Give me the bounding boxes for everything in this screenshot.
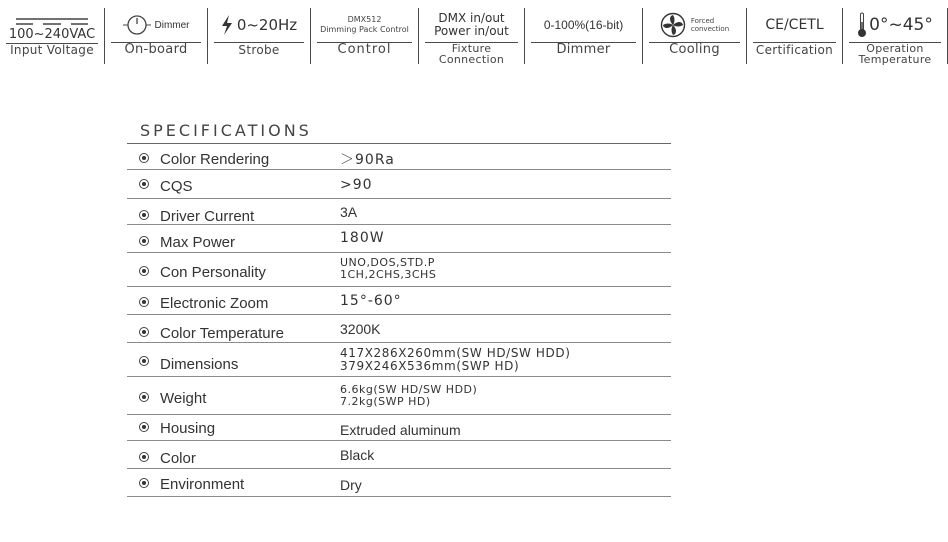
spec-row-max-power bbox=[127, 225, 671, 253]
control-dmx512: DMX512 bbox=[347, 15, 382, 24]
on-board-label: On-board bbox=[124, 42, 188, 57]
spec-label: Weight bbox=[160, 390, 207, 407]
spec-label: Environment bbox=[160, 476, 245, 493]
control-label: Control bbox=[337, 42, 392, 57]
dc-symbol-icon bbox=[13, 17, 91, 27]
spec-value-line-1: 6.6kg(SW HD/SW HDD) bbox=[340, 383, 478, 396]
spec-label: Housing bbox=[160, 420, 216, 437]
feature-icon-strip bbox=[0, 0, 948, 70]
spec-label: Max Power bbox=[160, 234, 236, 251]
spec-value: ＞90Ra bbox=[340, 152, 395, 168]
feature-fixture-connection bbox=[418, 8, 524, 64]
spec-label: Color Rendering bbox=[160, 151, 270, 168]
strobe-label: Strobe bbox=[238, 43, 280, 57]
spec-label: Electronic Zoom bbox=[160, 295, 269, 312]
input-voltage-label: Input Voltage bbox=[10, 43, 94, 57]
spec-label: CQS bbox=[160, 178, 193, 195]
fan-icon bbox=[660, 12, 686, 38]
spec-row-cqs bbox=[127, 170, 671, 199]
spec-row-weight bbox=[127, 377, 671, 415]
bullet-icon bbox=[139, 153, 149, 163]
dimmer-range: 0-100%(16-bit) bbox=[543, 18, 624, 32]
feature-control bbox=[310, 8, 418, 64]
fixture-connection-label-2: Connection bbox=[438, 53, 505, 66]
bullet-icon bbox=[139, 210, 149, 220]
certification-value: CE/CETL bbox=[765, 17, 824, 33]
bullet-icon bbox=[139, 422, 149, 432]
spec-row-color-rendering bbox=[127, 144, 671, 170]
spec-row-con-personality bbox=[127, 253, 671, 287]
bullet-icon bbox=[139, 297, 149, 307]
spec-value-line-1: 417X286X260mm(SW HD/SW HDD) bbox=[340, 346, 571, 360]
bullet-icon bbox=[139, 327, 149, 337]
feature-operation-temperature bbox=[842, 8, 948, 64]
spec-label: Color bbox=[160, 450, 196, 467]
operation-temperature-value: 0°~45° bbox=[869, 15, 933, 35]
spec-value bbox=[340, 257, 436, 281]
feature-dimmer bbox=[524, 8, 642, 64]
spec-value: 180W bbox=[340, 230, 385, 246]
bullet-icon bbox=[139, 478, 149, 488]
specifications-table bbox=[127, 143, 671, 497]
dimmer-label: Dimmer bbox=[556, 42, 611, 57]
fixture-dmx-inout: DMX in/out bbox=[438, 11, 505, 25]
feature-strobe bbox=[207, 8, 310, 64]
spec-label: Dimensions bbox=[160, 356, 239, 373]
fixture-connection-label-1: Fixture bbox=[451, 42, 492, 55]
spec-label: Driver Current bbox=[160, 208, 255, 225]
bullet-icon bbox=[139, 236, 149, 246]
spec-value-line-2: 379X246X536mm(SWP HD) bbox=[340, 359, 520, 373]
spec-value: Black bbox=[340, 447, 375, 463]
control-dimming-pack: Dimming Pack Control bbox=[320, 25, 409, 34]
spec-value bbox=[340, 347, 571, 373]
feature-on-board bbox=[104, 8, 207, 64]
spec-value: >90 bbox=[340, 177, 373, 193]
specifications-title: SPECIFICATIONS bbox=[140, 121, 312, 140]
spec-row-environment bbox=[127, 469, 671, 497]
spec-value: Dry bbox=[340, 477, 362, 493]
spec-value-line-1: UNO,DOS,STD.P bbox=[340, 256, 435, 269]
spec-row-dimensions bbox=[127, 343, 671, 377]
spec-row-color bbox=[127, 441, 671, 469]
feature-cooling bbox=[642, 8, 746, 64]
operation-label-1: Operation bbox=[866, 42, 924, 55]
bullet-icon bbox=[139, 266, 149, 276]
cooling-convection: convection bbox=[690, 25, 730, 33]
spec-value: 15°-60° bbox=[340, 293, 402, 309]
lightning-icon bbox=[221, 15, 233, 35]
on-board-dimmer-text: Dimmer bbox=[154, 19, 190, 31]
bullet-icon bbox=[139, 356, 149, 366]
knob-icon bbox=[123, 13, 151, 37]
spec-value: 3A bbox=[340, 204, 358, 220]
bullet-icon bbox=[139, 452, 149, 462]
fixture-power-inout: Power in/out bbox=[434, 24, 509, 38]
spec-value-line-2: 7.2kg(SWP HD) bbox=[340, 395, 431, 408]
cooling-forced: Forced bbox=[690, 17, 715, 25]
spec-label: Color Temperature bbox=[160, 325, 284, 342]
spec-value bbox=[340, 384, 477, 408]
cooling-label: Cooling bbox=[669, 42, 720, 57]
bullet-icon bbox=[139, 392, 149, 402]
spec-value-line-2: 1CH,2CHS,3CHS bbox=[340, 268, 437, 281]
bullet-icon bbox=[139, 179, 149, 189]
spec-value: 3200K bbox=[340, 321, 381, 337]
certification-label: Certification bbox=[755, 43, 834, 57]
input-voltage-value: 100~240VAC bbox=[8, 27, 96, 42]
feature-certification bbox=[746, 8, 842, 64]
strobe-value: 0~20Hz bbox=[236, 16, 298, 34]
spec-row-driver-current bbox=[127, 199, 671, 225]
spec-row-electronic-zoom bbox=[127, 287, 671, 315]
spec-value: Extruded aluminum bbox=[340, 422, 461, 438]
operation-label-2: Temperature bbox=[858, 53, 932, 66]
thermometer-icon bbox=[857, 12, 867, 38]
spec-row-color-temperature bbox=[127, 315, 671, 343]
spec-label: Con Personality bbox=[160, 264, 266, 281]
feature-input-voltage bbox=[0, 8, 104, 64]
spec-row-housing bbox=[127, 415, 671, 441]
